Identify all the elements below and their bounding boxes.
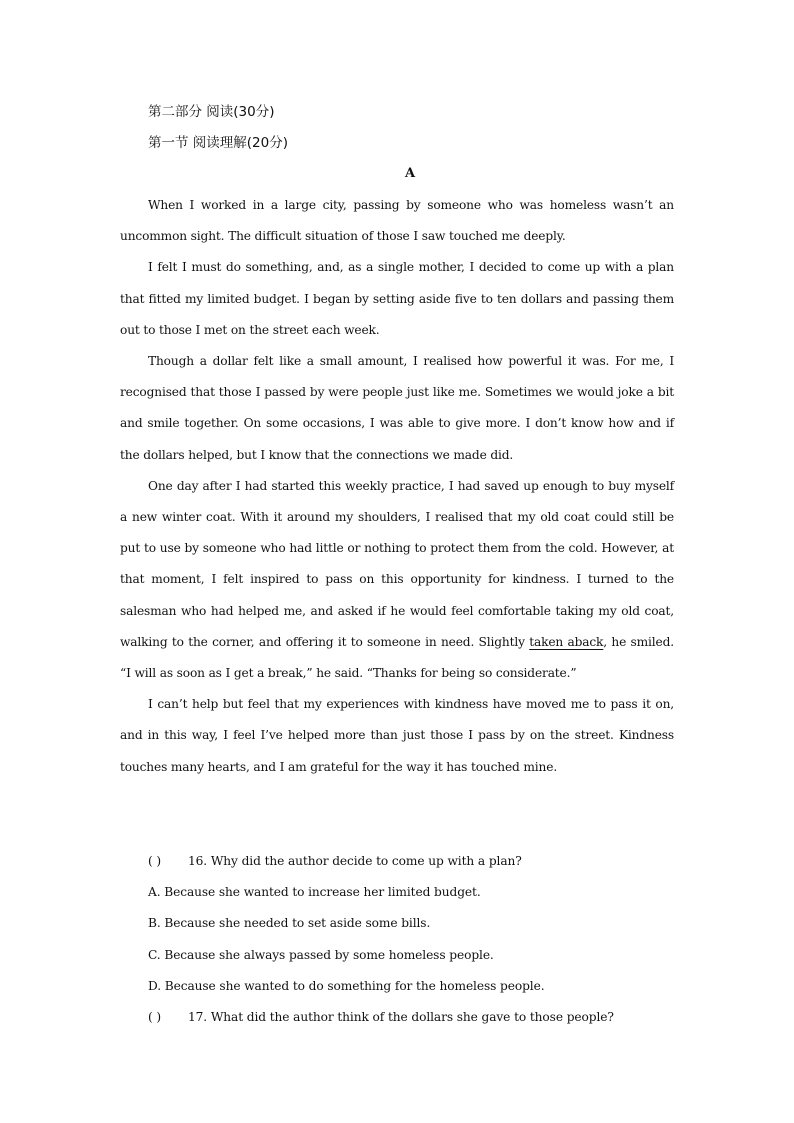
answer-blank[interactable]: ( ) bbox=[148, 854, 162, 868]
passage-paragraph-1: When I worked in a large city, passing by someone who was homeless wasn’t an uncommon sight. The difficult situation of those I saw touched me deeply. bbox=[120, 198, 674, 244]
answer-blank[interactable]: ( ) bbox=[148, 1010, 162, 1025]
paragraph-4-text-after: , he smiled. “I will as soon as I get a break,” he said. “Thanks for being so considerate.” bbox=[120, 634, 674, 681]
passage-letter: A bbox=[404, 166, 416, 181]
passage-paragraph-3: Though a dollar felt like a small amount, I realised how powerful it was. For me, I recognised that those I passed by were people just like me. Sometimes we would joke a bit and smile together. On some occasions, I was able to give more. I don’t know how and if the dollars helped, but I know that the connections we made did. bbox=[120, 354, 674, 462]
passage-paragraph-4 bbox=[120, 471, 674, 689]
question-16 bbox=[148, 846, 688, 877]
question-16-option-b: B. Because she needed to set aside some bills. bbox=[148, 916, 431, 931]
underlined-phrase: taken aback bbox=[529, 634, 604, 649]
passage-paragraph-5: I can’t help but feel that my experiences with kindness have moved me to pass it on, and in this way, I feel I’ve helped more than just those I pass by on the street. Kindness touches many hearts, and I am grateful for the way it has touched mine. bbox=[120, 697, 674, 774]
part-title: 第二部分 阅读(30分) bbox=[148, 104, 275, 120]
question-16-stem: 16. Why did the author decide to come up with a plan? bbox=[188, 854, 522, 868]
section-title: 第一节 阅读理解(20分) bbox=[148, 135, 289, 151]
question-16-option-d: D. Because she wanted to do something for the homeless people. bbox=[148, 978, 545, 993]
question-17-stem: 17. What did the author think of the dollars she gave to those people? bbox=[188, 1010, 614, 1025]
passage-paragraph-2: I felt I must do something, and, as a single mother, I decided to come up with a plan that fitted my limited budget. I began by setting aside five to ten dollars and passing them out to those I met on the street each week. bbox=[120, 260, 674, 337]
question-list bbox=[148, 846, 688, 1033]
question-16-option-c: C. Because she always passed by some homeless people. bbox=[148, 947, 494, 962]
question-16-option-a: A. Because she wanted to increase her limited budget. bbox=[148, 885, 481, 900]
paragraph-4-text-before: One day after I had started this weekly practice, I had saved up enough to buy myself a new winter coat. With it around my shoulders, I realised that my old coat could still be put to use by someone who had little or nothing to protect them from the cold. However, at that moment, I felt inspired to pass on this opportunity for kindness. I turned to the salesman who had helped me, and asked if he would feel comfortable taking my old coat, walking to the corner, and offering it to someone in need. Slightly bbox=[120, 478, 674, 649]
question-17 bbox=[148, 1002, 688, 1033]
reading-passage bbox=[120, 190, 674, 783]
